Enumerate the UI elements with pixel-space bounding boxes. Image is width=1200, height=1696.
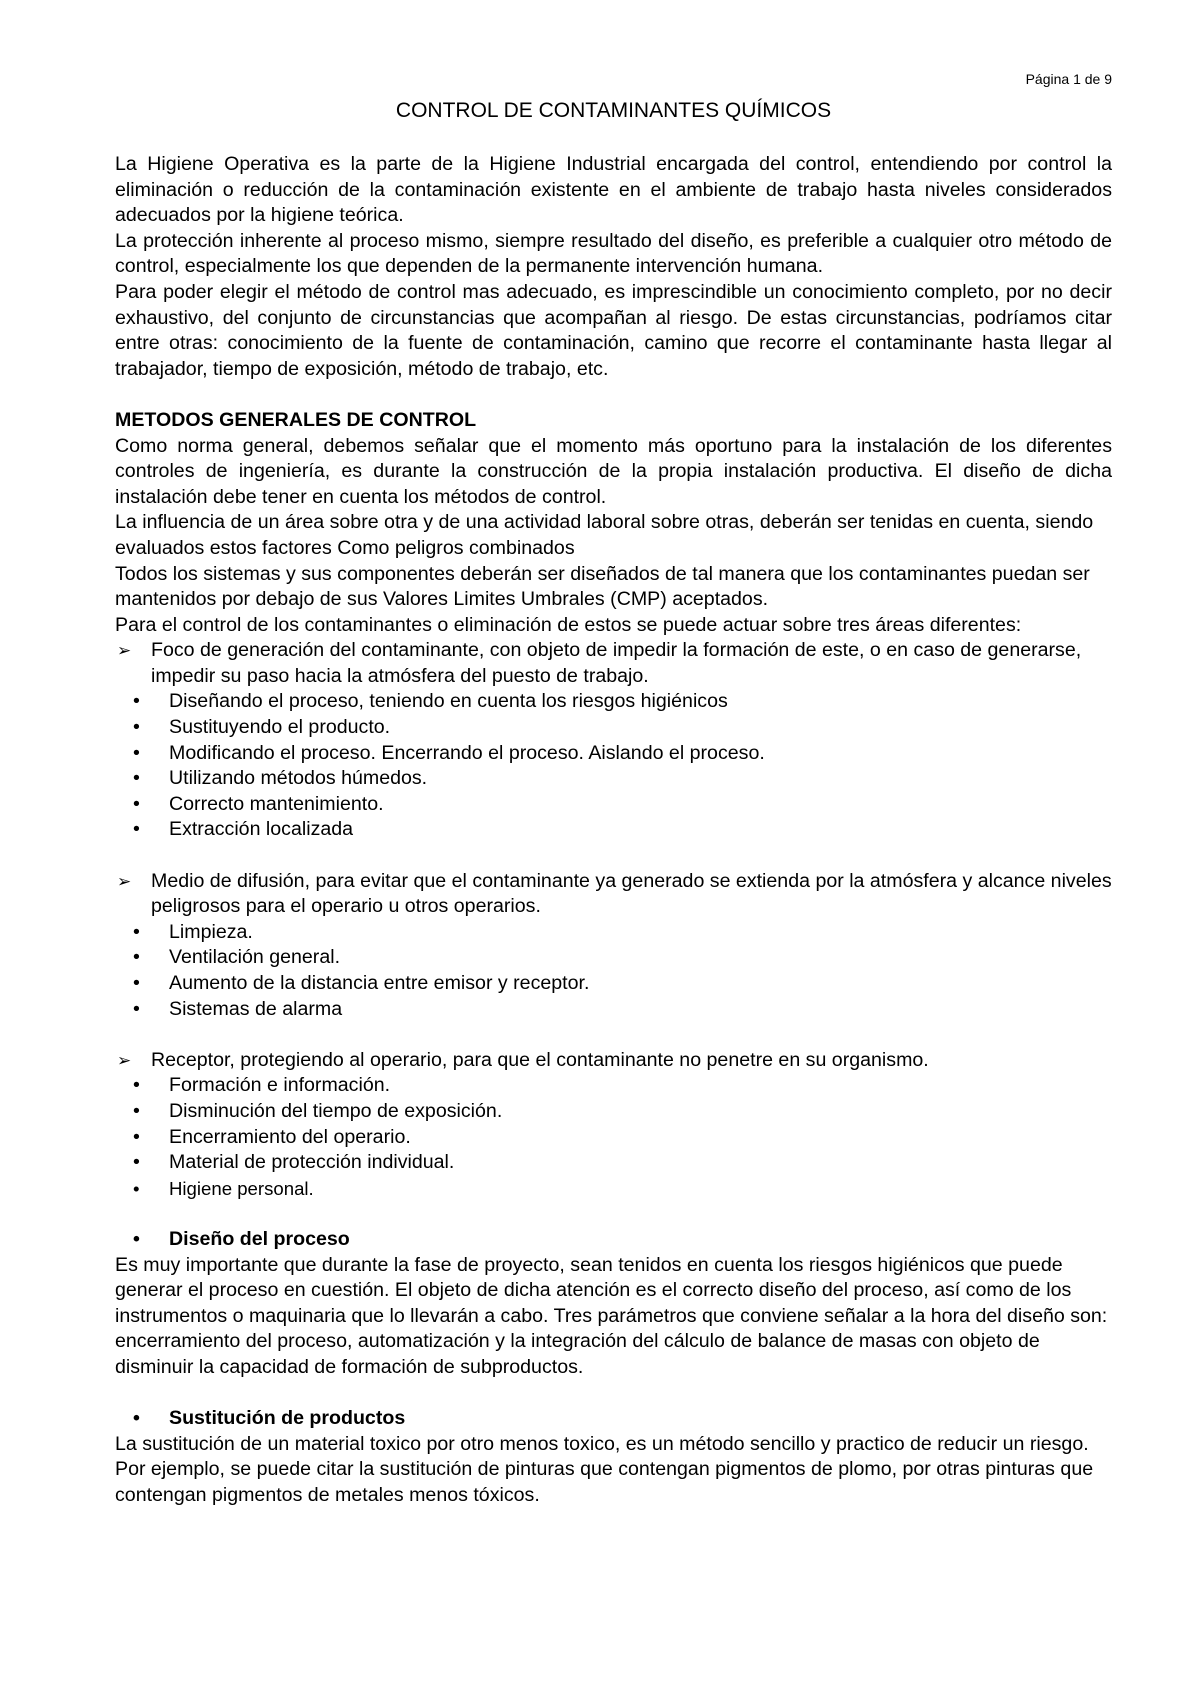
list-item: • Disminución del tiempo de exposición. (115, 1099, 1112, 1125)
bullet-list-receptor (115, 1073, 1112, 1201)
arrow-bullet-icon: ➢ (117, 641, 132, 661)
spacer (115, 382, 1112, 408)
bullet-icon: • (133, 946, 140, 969)
spacer (115, 843, 1112, 869)
list-item: • Encerramiento del operario. (115, 1125, 1112, 1151)
bullet-icon: • (133, 1407, 140, 1430)
methods-paragraph-4: Para el control de los contaminantes o eliminación de estos se puede actuar sobre tres áreas diferentes: (115, 613, 1022, 636)
bullet-icon: • (133, 1099, 140, 1122)
list-item: • Diseñando el proceso, teniendo en cuenta los riesgos higiénicos (115, 689, 1112, 715)
bullet-icon: • (133, 792, 140, 815)
methods-paragraph-3: Todos los sistemas y sus componentes deberán ser diseñados de tal manera que los contaminantes puedan ser mantenidos por debajo de sus Valores Limites Umbrales (CMP) aceptados. (115, 562, 1090, 611)
subsection-heading-design: • Diseño del proceso (115, 1227, 1112, 1253)
arrow-bullet-icon: ➢ (117, 1050, 132, 1070)
substitution-paragraph: La sustitución de un material toxico por otro menos toxico, es un método sencillo y practico de reducir un riesgo. Por ejemplo, se puede citar la sustitución de pinturas que contengan pigmentos de plomo, por otras pinturas que contengan pigmentos de metales menos tóxicos. (115, 1432, 1094, 1506)
list-item: • Limpieza. (115, 920, 1112, 946)
list-item: • Extracción localizada (115, 817, 1112, 843)
spacer (115, 1022, 1112, 1048)
intro-paragraph-2: La protección inherente al proceso mismo, siempre resultado del diseño, es preferible a cualquier otro método de control, especialmente los que dependen de la permanente intervención humana. (115, 229, 1112, 278)
area-item-receptor (115, 1048, 1112, 1074)
bullet-icon: • (133, 818, 140, 841)
intro-paragraph-3: Para poder elegir el método de control mas adecuado, es imprescindible un conocimiento completo, por no decir exhaustivo, del conjunto de circunstancias que acompañan al riesgo. De estas circunstancias, podríamos citar entre otras: conocimiento de la fuente de contaminación, camino que recorre el contaminante hasta llegar al trabajador, tiempo de exposición, método de trabajo, etc. (115, 280, 1112, 380)
subsection-heading-substitution: • Sustitución de productos (115, 1406, 1112, 1432)
area-text: Medio de difusión, para evitar que el contaminante ya generado se extienda por la atmósfera y alcance niveles peligrosos para el operario u otros operarios. (151, 869, 1112, 918)
bullet-icon: • (133, 690, 140, 713)
arrow-bullet-icon: ➢ (117, 871, 132, 891)
list-item: • Material de protección individual. (115, 1150, 1112, 1176)
bullet-icon: • (133, 716, 140, 739)
intro-paragraph-1: La Higiene Operativa es la parte de la Higiene Industrial encargada del control, entendiendo por control la eliminación o reducción de la contaminación existente en el ambiente de trabajo hasta niveles considerados adecuados por la higiene teórica. (115, 153, 1112, 227)
area-item-source (115, 638, 1112, 689)
list-item: • Ventilación general. (115, 945, 1112, 971)
bullet-icon: • (133, 1125, 140, 1148)
list-item: • Correcto mantenimiento. (115, 792, 1112, 818)
subsection-substitution (115, 1406, 1112, 1432)
methods-paragraph-2: La influencia de un área sobre otra y de una actividad laboral sobre otras, deberán ser tenidas en cuenta, siendo evaluados estos factores Como peligros combinados (115, 511, 1094, 559)
bullet-icon: • (133, 997, 140, 1020)
list-item: • Sustituyendo el producto. (115, 715, 1112, 741)
list-item: • Aumento de la distancia entre emisor y receptor. (115, 971, 1112, 997)
methods-paragraph-1: Como norma general, debemos señalar que el momento más oportuno para la instalación de los diferentes controles de ingeniería, es durante la construcción de la propia instalación productiva. El diseño de dicha instalación debe tener en cuenta los métodos de control. (115, 434, 1112, 508)
spacer (115, 1201, 1112, 1227)
area-text: Foco de generación del contaminante, con objeto de impedir la formación de este, o en caso de generarse, impedir su paso hacia la atmósfera del puesto de trabajo. (151, 639, 1082, 687)
area-item-medium (115, 869, 1112, 920)
section-heading-methods: METODOS GENERALES DE CONTROL (115, 408, 477, 431)
list-item: • Sistemas de alarma (115, 997, 1112, 1023)
bullet-list-medium (115, 920, 1112, 1022)
bullet-icon: • (133, 1074, 140, 1097)
subsection-design (115, 1227, 1112, 1253)
bullet-icon: • (133, 1177, 140, 1199)
document-title: CONTROL DE CONTAMINANTES QUÍMICOS (395, 99, 832, 122)
list-item: • Formación e información. (115, 1073, 1112, 1099)
list-item: • Modificando el proceso. Encerrando el proceso. Aislando el proceso. (115, 741, 1112, 767)
bullet-icon: • (133, 920, 140, 943)
page-number: Página 1 de 9 (1025, 71, 1112, 87)
bullet-icon: • (133, 972, 140, 994)
bullet-icon: • (133, 767, 140, 790)
spacer (115, 1381, 1112, 1407)
area-text: Receptor, protegiendo al operario, para que el contaminante no penetre en su organismo. (151, 1048, 929, 1071)
list-item: • Utilizando métodos húmedos. (115, 766, 1112, 792)
list-item: • Higiene personal. (115, 1176, 1112, 1202)
bullet-icon: • (133, 1227, 140, 1250)
design-paragraph: Es muy importante que durante la fase de proyecto, sean tenidos en cuenta los riesgos higiénicos que puede generar el proceso en cuestión. El objeto de dicha atención es el correcto diseño del proceso, así como de los instrumentos o maquinaria que lo llevarán a cabo. Tres parámetros que conviene señalar a la hora del diseño son: encerramiento del proceso, automatización y la integración del cálculo de balance de masas con objeto de disminuir la capacidad de formación de subproductos. (115, 1253, 1108, 1378)
bullet-list-source (115, 689, 1112, 843)
bullet-icon: • (133, 1151, 140, 1174)
bullet-icon: • (133, 741, 140, 764)
